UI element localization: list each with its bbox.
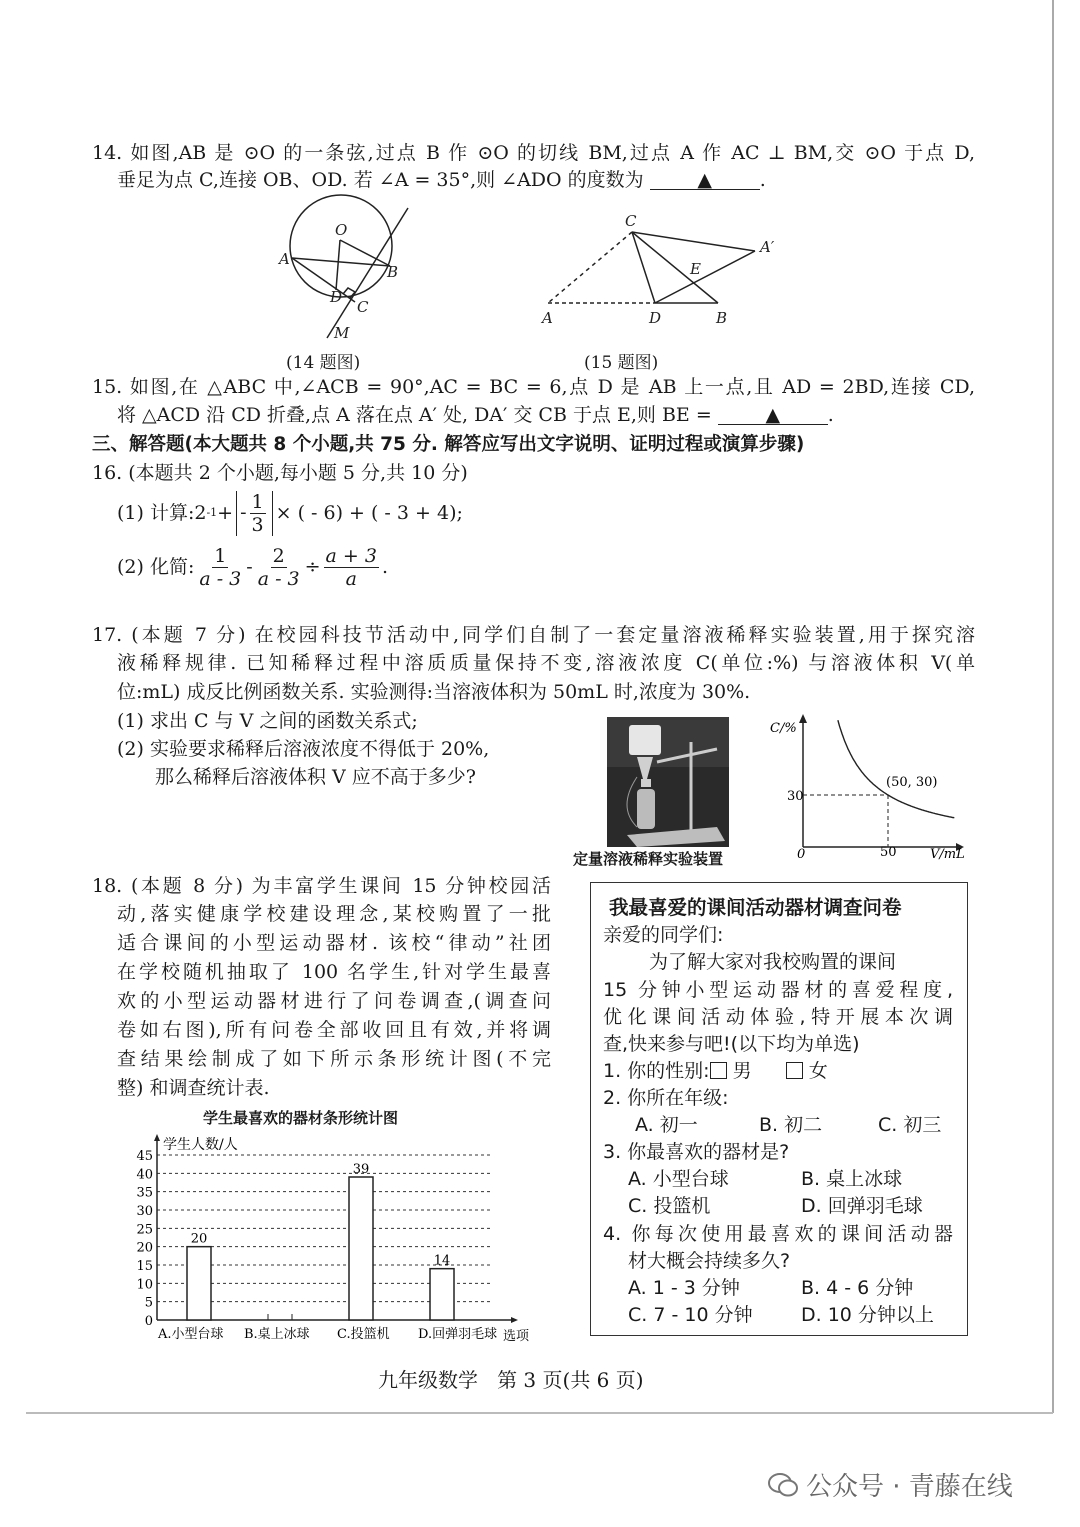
y-axis-title: 学生人数/人 [163, 1137, 238, 1153]
category-label: C.投篮机 [337, 1327, 390, 1342]
checkbox-female[interactable] [786, 1062, 803, 1079]
answer-blank: ▲ [718, 406, 828, 425]
q18-line: 整) 和调查统计表. [117, 1077, 270, 1099]
wechat-icon [768, 1472, 798, 1498]
expression-rest: × ( - 6) + ( - 3 + 4); [275, 502, 463, 524]
q4-option: D. 10 分钟以上 [801, 1304, 934, 1326]
q18-line: 查结果绘制成了如下所示条形统计图(不完 [117, 1048, 551, 1070]
x-axis-label: V/mL [930, 847, 965, 862]
option-male: 男 [732, 1060, 752, 1082]
fraction [256, 545, 302, 590]
question-4: 4. 你每次使用最喜欢的课间活动器 [603, 1223, 953, 1245]
period: . [827, 404, 834, 426]
intro-line: 查,快来参与吧!(以下均为单选) [603, 1033, 860, 1055]
intro-line: 优化课间活动体验,特开展本次调 [603, 1006, 953, 1028]
vertex-label: D [649, 309, 662, 327]
q16-head: 16. (本题共 2 个小题,每小题 5 分,共 10 分) [92, 462, 468, 484]
data-label: 14 [433, 1253, 451, 1269]
x-tick-50: 50 [880, 845, 897, 860]
operator: + [217, 502, 234, 524]
q15-figure-caption: (15 题图) [584, 353, 659, 373]
exponent: -1 [206, 506, 218, 519]
question-4-cont: 材大概会持续多久? [628, 1250, 791, 1272]
watermark [768, 1466, 1013, 1503]
q3-option: D. 回弹羽毛球 [801, 1195, 923, 1217]
q15-line1: 15. 如图,在 △ABC 中,∠ACB = 90°,AC = BC = 6,点 D 是 AB 上一点,且 AD = 2BD,连接 CD, [92, 376, 975, 398]
q3-option: C. 投篮机 [628, 1195, 711, 1217]
data-label: 39 [352, 1162, 370, 1177]
bar-chart [120, 1128, 540, 1348]
y-tick-label: 45 [136, 1149, 153, 1164]
q2-option: C. 初三 [878, 1114, 942, 1136]
page-footer: 九年级数学 第 3 页(共 6 页) [378, 1368, 644, 1392]
fraction [197, 545, 243, 590]
q14-figure [270, 195, 430, 345]
numerator: 1 [214, 544, 227, 567]
watermark-text: 公众号 · 青藤在线 [806, 1472, 1013, 1502]
q15-figure [530, 205, 790, 340]
sign: - [240, 501, 247, 523]
y-tick-label: 25 [136, 1222, 153, 1238]
denominator: 3 [251, 513, 264, 536]
question-3: 3. 你最喜欢的器材是? [603, 1141, 790, 1163]
bar [349, 1177, 373, 1320]
q18-line: 动,落实健康学校建设理念,某校购置了一批 [117, 903, 551, 925]
q2-option: B. 初二 [759, 1114, 823, 1136]
q18-line: 欢的小型运动器材进行了问卷调查,(调查问 [117, 990, 551, 1012]
circle-o [290, 195, 392, 297]
y-tick-label: 35 [136, 1185, 153, 1201]
intro-line: 为了解大家对我校购置的课间 [649, 951, 897, 973]
vertex-label: A [542, 309, 553, 327]
q14-text: 垂足为点 C,连接 OB、OD. 若 ∠A = 35°,则 ∠ADO 的度数为 [117, 169, 644, 191]
numerator: 1 [251, 490, 264, 513]
vertex-label: B [716, 309, 728, 327]
q18-line: 卷如右图),所有问卷全部收回且有效,并将调 [117, 1019, 551, 1041]
bar [187, 1247, 211, 1320]
q17-line1: 17. (本题 7 分) 在校园科技节活动中,同学们自制了一套定量溶液稀释实验装置,用于探究溶 [92, 624, 975, 646]
q14-line2 [117, 169, 766, 191]
vertex-label: O [335, 221, 348, 239]
q14-line1: 14. 如图,AB 是 ⊙O 的一条弦,过点 B 作 ⊙O 的切线 BM,过点 A 作 AC ⊥ BM,交 ⊙O 于点 D, [92, 142, 975, 164]
vertex-label: A′ [760, 238, 775, 256]
checkbox-male[interactable] [710, 1062, 727, 1079]
answer-blank: ▲ [650, 171, 760, 190]
period: . [759, 169, 766, 191]
q15-text: 将 △ACD 沿 CD 折叠,点 A 落在点 A′ 处, DA′ 交 CB 于点 E,则 BE = [117, 404, 712, 426]
q18-line: 在学校随机抽取了 100 名学生,针对学生最喜 [117, 961, 551, 983]
q4-option: C. 7 - 10 分钟 [628, 1304, 753, 1326]
q18-line: 18. (本题 8 分) 为丰富学生课间 15 分钟校园活 [92, 875, 551, 897]
q18-line: 适合课间的小型运动器材. 该校“律动”社团 [117, 932, 551, 954]
q16-part1 [117, 490, 463, 536]
vertex-label: M [334, 324, 350, 342]
photo-caption: 定量溶液稀释实验装置 [573, 850, 724, 868]
category-label: B.桌上冰球 [244, 1327, 310, 1342]
y-tick-label: 5 [144, 1295, 153, 1311]
vertex-label: C [625, 212, 637, 230]
q2-option: A. 初一 [635, 1114, 698, 1136]
page-edge-right [1052, 0, 1054, 1413]
y-tick-label: 10 [136, 1277, 153, 1293]
label: (2) 化简: [117, 556, 195, 578]
q16-part2 [117, 544, 388, 590]
y-axis-arrow-icon [799, 714, 807, 723]
q17-line3: 位:mL) 成反比例函数关系. 实验测得:当溶液体积为 50mL 时,浓度为 30%. [117, 681, 751, 703]
operator: - [246, 556, 253, 578]
y-tick-label: 15 [136, 1259, 153, 1274]
questionnaire-title: 我最喜爱的课间活动器材调查问卷 [609, 896, 902, 919]
inverse-curve [838, 720, 954, 818]
page-edge-bottom [26, 1412, 1053, 1414]
origin-label: 0 [797, 847, 806, 862]
denominator: a - 3 [257, 567, 300, 590]
inverse-function-graph [770, 705, 975, 865]
numerator: 2 [272, 544, 285, 567]
denominator: a - 3 [199, 567, 242, 590]
label: (1) 计算: [117, 502, 195, 524]
y-tick-label: 20 [136, 1240, 153, 1256]
absolute-value [236, 491, 273, 536]
vertex-label: A [279, 250, 290, 268]
bar [430, 1269, 454, 1320]
vertex-label: E [690, 260, 701, 278]
question-2: 2. 你所在年级: [603, 1087, 729, 1109]
experiment-photo [607, 717, 729, 847]
q14-figure-caption: (14 题图) [286, 353, 361, 373]
y-axis-label: C/% [770, 721, 797, 736]
vertex-label: C [357, 298, 369, 316]
label: 1. 你的性别: [603, 1060, 710, 1082]
x-axis-arrow-icon [511, 1317, 518, 1323]
y-tick-30: 30 [787, 789, 804, 804]
intro-line: 15 分钟小型运动器材的喜爱程度, [603, 979, 953, 1001]
chart-title: 学生最喜欢的器材条形统计图 [203, 1109, 399, 1127]
q3-option: A. 小型台球 [628, 1168, 729, 1190]
vertex-label: D [330, 288, 343, 306]
section-heading: 三、解答题(本大题共 8 个小题,共 75 分. 解答应写出文字说明、证明过程或演算步骤) [92, 434, 805, 455]
denominator: a [345, 567, 357, 590]
fraction [250, 491, 266, 536]
operator: ÷ [304, 556, 321, 578]
q17-line2: 液稀释规律. 已知稀释过程中溶质质量保持不变,溶液浓度 C(单位:%) 与溶液体积 V(单 [117, 652, 975, 674]
category-label: A.小型台球 [158, 1327, 224, 1342]
q4-option: B. 4 - 6 分钟 [801, 1277, 914, 1299]
category-label: D.回弹羽毛球 [418, 1327, 498, 1342]
fraction [324, 545, 379, 590]
q17-part1: (1) 求出 C 与 V 之间的函数关系式; [117, 710, 418, 732]
option-female: 女 [808, 1060, 828, 1082]
y-tick-label: 30 [136, 1204, 153, 1219]
base: 2 [194, 502, 207, 524]
point-label: (50, 30) [886, 775, 938, 790]
numerator: a + 3 [325, 544, 377, 567]
question-1 [603, 1060, 828, 1082]
q15-line2 [117, 404, 834, 426]
y-tick-label: 0 [144, 1314, 153, 1329]
q3-option: B. 桌上冰球 [801, 1168, 903, 1190]
period: . [381, 556, 389, 578]
questionnaire-box [590, 882, 968, 1336]
greeting: 亲爱的同学们: [603, 924, 724, 946]
y-tick-label: 40 [136, 1167, 153, 1183]
vertex-label: B [387, 263, 399, 281]
data-label: 20 [190, 1231, 208, 1247]
q17-part2-cont: 那么稀释后溶液体积 V 应不高于多少? [155, 766, 476, 788]
y-axis-arrow-icon [154, 1134, 160, 1141]
x-axis-title: 选项 [503, 1329, 530, 1344]
q17-part2: (2) 实验要求稀释后溶液浓度不得低于 20%, [117, 738, 490, 760]
q4-option: A. 1 - 3 分钟 [628, 1277, 740, 1299]
